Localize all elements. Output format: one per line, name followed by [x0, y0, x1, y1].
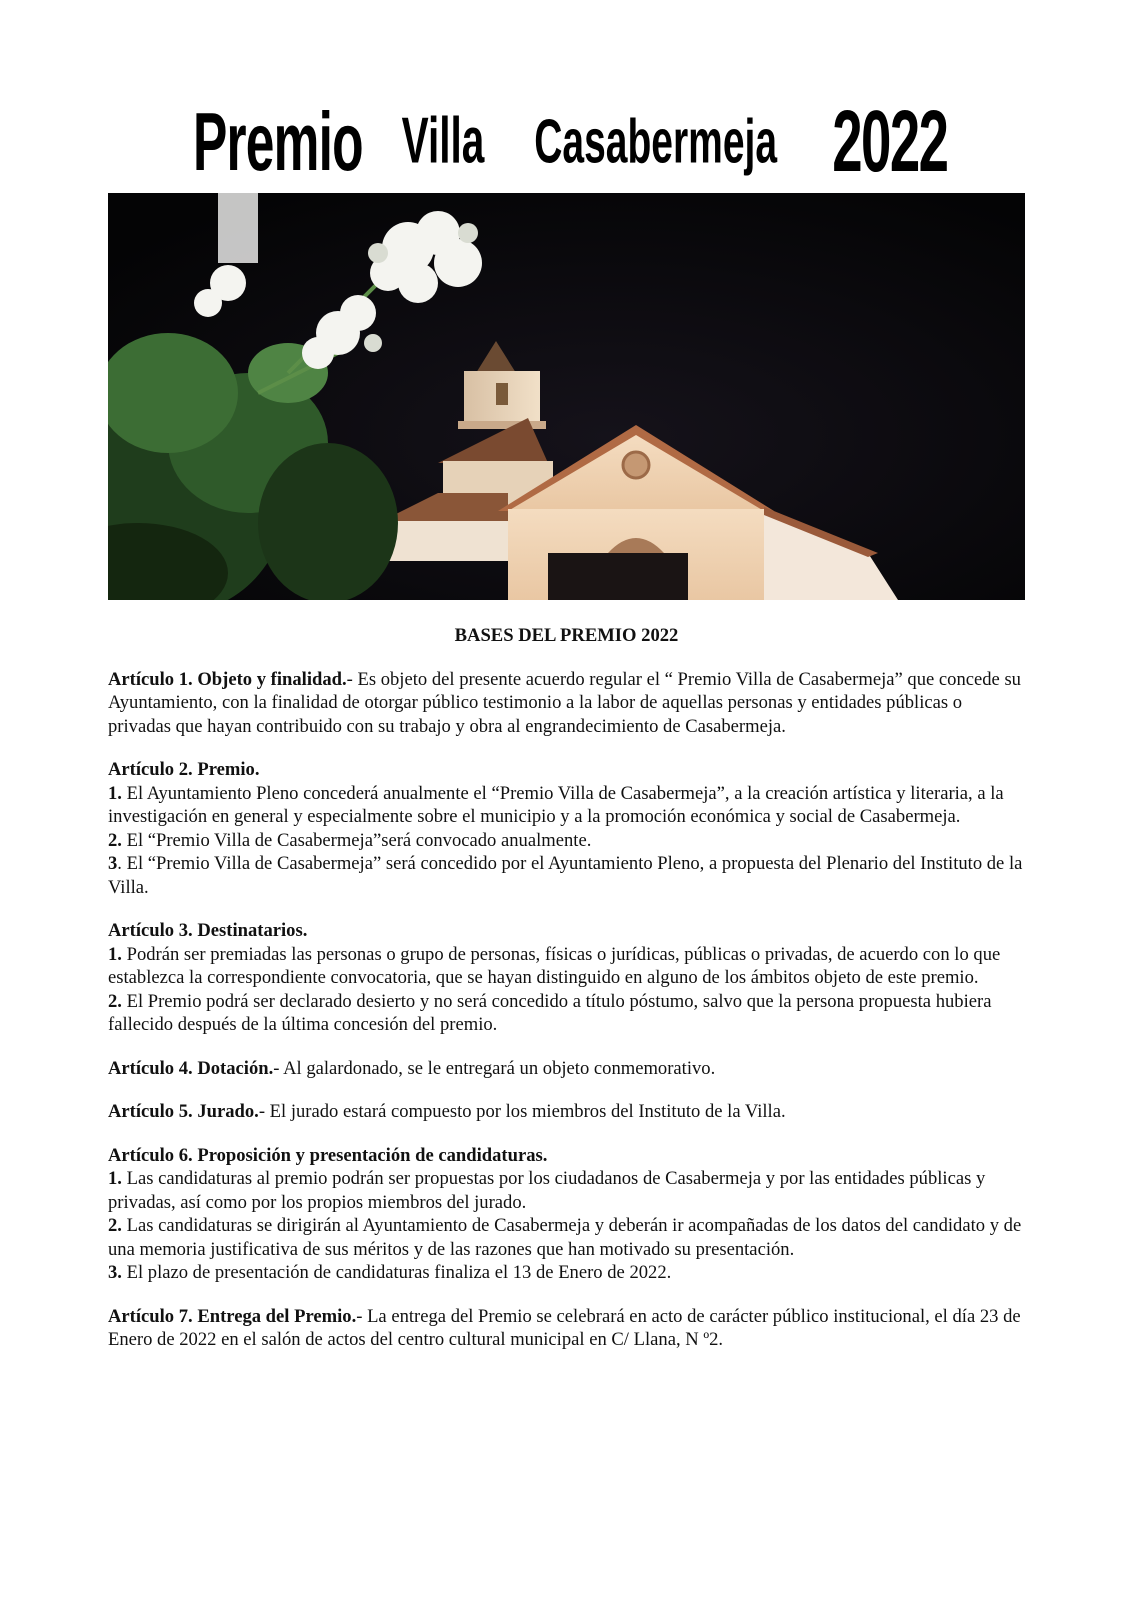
article-2-item	[108, 782, 1025, 829]
article-3-heading-text: Artículo 3. Destinatarios.	[108, 920, 308, 941]
article-2-item-number: 3	[108, 853, 118, 874]
article-2-item-text: El Ayuntamiento Pleno concederá anualmente el “Premio Villa de Casabermeja”, a la creación artística y literaria, a la investigación en general y especialmente sobre el municipio y a la promoción económica y social de Casabermeja.	[108, 782, 1004, 827]
article-2-item	[108, 829, 1025, 853]
article-7	[108, 1305, 1025, 1352]
banner-word-villa: Villa	[402, 104, 485, 178]
article-3-item-text: Podrán ser premiadas las personas o grupo de personas, físicas o jurídicas, públicas o privadas, de acuerdo con lo que establezca la correspondiente convocatoria, que se hayan distinguido en alguno de los ámbitos objeto de este premio.	[108, 943, 1001, 988]
article-2-item	[108, 852, 1025, 899]
church-night-photo	[108, 193, 1025, 600]
article-5	[108, 1100, 1025, 1124]
article-3-item	[108, 943, 1025, 990]
article-6-heading	[108, 1144, 1025, 1168]
article-3-item-text: El Premio podrá ser declarado desierto y no será concedido a título póstumo, salvo que la persona propuesta hubiera fallecido después de la última concesión del premio.	[108, 990, 992, 1035]
article-2-heading-text: Artículo 2. Premio.	[108, 759, 260, 780]
article-7-text: - La entrega del Premio se celebrará en acto de carácter público institucional, el día 23 de Enero de 2022 en el salón de actos del centro cultural municipal en C/ Llana, N º2.	[108, 1305, 1021, 1350]
bases-title: BASES DEL PREMIO 2022	[454, 625, 679, 646]
article-4-heading: Artículo 4. Dotación.	[108, 1057, 274, 1079]
banner-word-casabermeja: Casabermeja	[534, 106, 778, 176]
article-6-item-text: El plazo de presentación de candidaturas finaliza el 13 de Enero de 2022.	[121, 1262, 672, 1283]
article-3-item-number: 2.	[108, 990, 122, 1012]
article-6-item-number: 1.	[108, 1168, 122, 1189]
banner-word-premio: Premio	[192, 94, 363, 188]
article-2-item-text: El “Premio Villa de Casabermeja”será convocado anualmente.	[121, 829, 592, 851]
church-photo-illustration	[108, 193, 1025, 600]
article-5-heading: Artículo 5. Jurado.	[108, 1101, 259, 1122]
article-6-item-text: Las candidaturas al premio podrán ser propuestas por los ciudadanos de Casabermeja y por las entidades públicas y privadas, así como por los propios miembros del jurado.	[108, 1168, 986, 1213]
article-2-item-number: 1.	[108, 782, 122, 804]
article-1-text: - Es objeto del presente acuerdo regular el “ Premio Villa de Casabermeja” que concede su Ayuntamiento, con la finalidad de otorgar público testimonio a la labor de aquellas personas y entidades públicas o privadas que hayan contribuido con su trabajo y obra al engrandecimiento de Casabermeja.	[108, 668, 1021, 737]
article-6-heading-text: Artículo 6. Proposición y presentación de candidaturas.	[108, 1144, 548, 1166]
banner-title	[0, 92, 1132, 190]
article-4	[108, 1057, 1025, 1081]
article-3-heading	[108, 919, 1025, 943]
banner-word-year: 2022	[831, 92, 948, 190]
article-2-heading	[108, 758, 1025, 782]
article-3-item-number: 1.	[108, 943, 122, 965]
article-4-text: - Al galardonado, se le entregará un objeto conmemorativo.	[273, 1057, 716, 1079]
article-1	[108, 668, 1025, 739]
article-3-item	[108, 990, 1025, 1037]
article-2-item-number: 2.	[108, 829, 122, 851]
article-7-heading: Artículo 7. Entrega del Premio.	[108, 1305, 357, 1327]
article-6-item	[108, 1167, 1025, 1214]
article-5-text: - El jurado estará compuesto por los miembros del Instituto de la Villa.	[258, 1101, 786, 1122]
article-6-item-text: Las candidaturas se dirigirán al Ayuntamiento de Casabermeja y deberán ir acompañadas de los datos del candidato y de una memoria justificativa de sus méritos y de las razones que han motivado su presentación.	[108, 1215, 1022, 1260]
bases-document	[108, 624, 1025, 1352]
article-6-item	[108, 1214, 1025, 1261]
article-2-item-text: . El “Premio Villa de Casabermeja” será concedido por el Ayuntamiento Pleno, a propuesta del Plenario del Instituto de la Villa.	[108, 853, 1023, 898]
article-6-item-number: 2.	[108, 1215, 122, 1236]
article-6-item-number: 3.	[108, 1262, 122, 1283]
article-6-item	[108, 1261, 1025, 1285]
article-1-heading: Artículo 1. Objeto y finalidad.	[108, 668, 347, 690]
